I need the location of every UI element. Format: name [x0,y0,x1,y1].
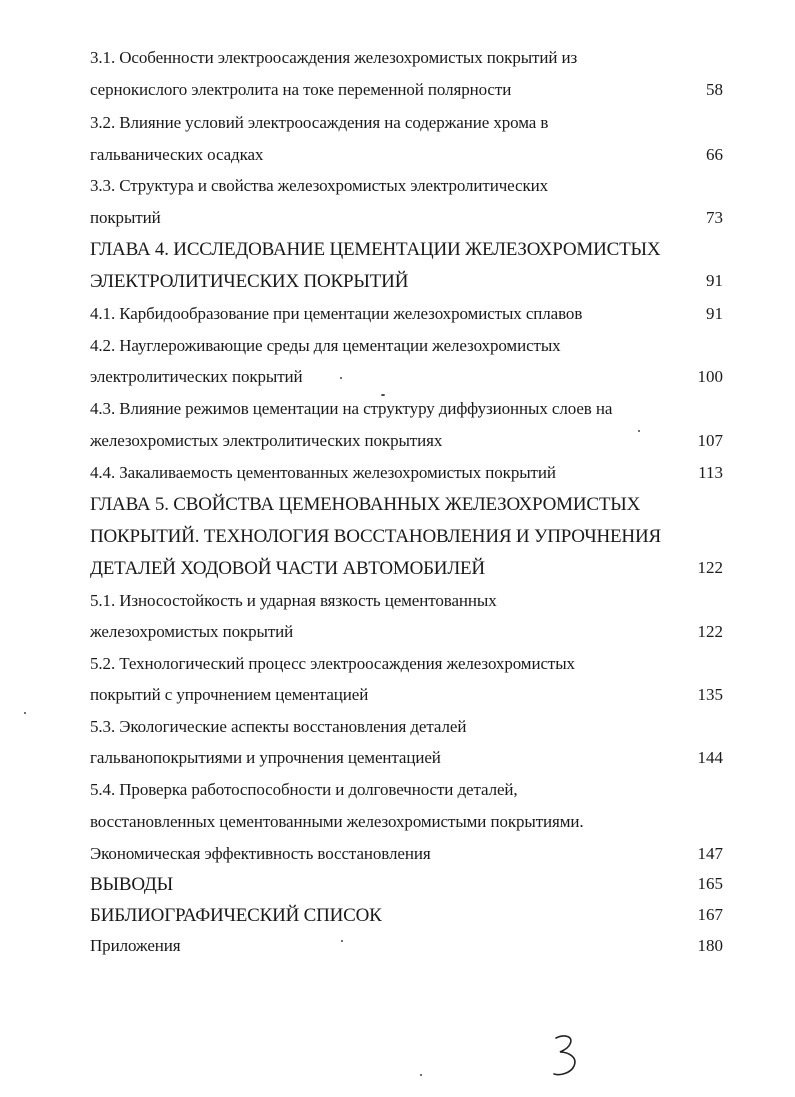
chapter-heading-text: ДЕТАЛЕЙ ХОДОВОЙ ЧАСТИ АВТОМОБИЛЕЙ [90,558,485,579]
toc-line [90,558,723,588]
toc-entry-text: 5.3. Экологические аспекты восстановления деталей [90,717,467,736]
toc-entry-text: железохромистых покрытий [90,622,294,641]
chapter-heading-text: ПОКРЫТИЙ. ТЕХНОЛОГИЯ ВОССТАНОВЛЕНИЯ И УПРОЧНЕНИЯ [90,526,661,547]
toc-line [90,494,723,524]
toc-page-number: 135 [697,685,723,704]
toc-line [90,717,723,747]
toc-entry-text: 5.1. Износостойкость и ударная вязкость цементованных [90,591,497,610]
toc-line [90,463,723,493]
toc-page-number: 147 [697,844,723,863]
toc-line [90,304,723,334]
chapter-heading-text: ВЫВОДЫ [90,874,174,895]
toc-entry-text: 4.4. Закаливаемость цементованных железохромистых покрытий [90,463,556,482]
toc-entry-text: 4.3. Влияние режимов цементации на структуру диффузионных слоев на [90,399,613,418]
toc-line [90,113,723,143]
toc-entry-text: гальванопокрытиями и упрочнения цементацией [90,748,441,767]
toc-line [90,367,723,397]
toc-entry-text: 3.2. Влияние условий электроосаждения на содержание хрома в [90,113,549,132]
chapter-heading-text: ЭЛЕКТРОЛИТИЧЕСКИХ ПОКРЫТИЙ [90,271,409,292]
toc-line [90,80,723,110]
toc-page-number: 122 [697,622,723,641]
toc-line [90,685,723,715]
scan-speck [340,377,342,379]
toc-line [90,399,723,429]
toc-entry-text: гальванических осадках [90,145,264,164]
toc-page-number: 144 [697,748,723,767]
chapter-heading-text: БИБЛИОГРАФИЧЕСКИЙ СПИСОК [90,905,382,926]
toc-line [90,271,723,301]
chapter-heading-text: ГЛАВА 5. СВОЙСТВА ЦЕМЕНОВАННЫХ ЖЕЛЕЗОХРОМИСТЫХ [90,494,641,515]
toc-entry-text: 3.1. Особенности электроосаждения железохромистых покрытий из [90,48,578,67]
scan-speck [341,940,343,942]
toc-entry-text: 4.1. Карбидообразование при цементации железохромистых сплавов [90,304,583,323]
toc-line [90,591,723,621]
toc-page-number: 113 [698,463,723,482]
toc-page-number: 66 [706,145,723,164]
handwritten-page-mark [548,1032,588,1082]
toc-page-number: 100 [697,367,723,386]
toc-entry-text: 4.2. Науглероживающие среды для цементации железохромистых [90,336,561,355]
toc-line [90,208,723,238]
toc-line [90,905,723,935]
toc-line [90,145,723,175]
toc-line [90,654,723,684]
toc-entry-text: Экономическая эффективность восстановления [90,844,431,863]
toc-line [90,844,723,874]
toc-line [90,936,723,966]
toc-line [90,176,723,206]
toc-entry-text: сернокислого электролита на токе переменной полярности [90,80,512,99]
scan-speck [420,1074,422,1076]
toc-page-number: 167 [697,905,723,924]
toc-line [90,812,723,842]
toc-entry-text: покрытий с упрочнением цементацией [90,685,369,704]
toc-line [90,336,723,366]
toc-line [90,431,723,461]
toc-page-number: 165 [697,874,723,893]
toc-line [90,780,723,810]
toc-page-number: 91 [706,271,723,290]
toc-line [90,748,723,778]
toc-line [90,48,723,78]
toc-entry-text: 3.3. Структура и свойства железохромистых электролитических [90,176,549,195]
toc-entry-text: 5.2. Технологический процесс электроосаждения железохромистых [90,654,575,673]
toc-line [90,622,723,652]
toc-entry-text: электролитических покрытий [90,367,303,386]
scan-speck [638,430,640,432]
toc-line [90,239,723,269]
toc-entry-text: 5.4. Проверка работоспособности и долговечности деталей, [90,780,518,799]
toc-entry-text: восстановленных цементованными железохромистыми покрытиями. [90,812,584,831]
toc-line [90,526,723,556]
toc-page-number: 107 [697,431,723,450]
toc-page-number: 58 [706,80,723,99]
toc-entry-text: покрытий [90,208,161,227]
toc-page-number: 73 [706,208,723,227]
toc-line [90,874,723,904]
toc-page-number: 180 [697,936,723,955]
scan-speck [24,712,26,714]
toc-entry-text: Приложения [90,936,181,955]
toc-page-number: 91 [706,304,723,323]
chapter-heading-text: ГЛАВА 4. ИССЛЕДОВАНИЕ ЦЕМЕНТАЦИИ ЖЕЛЕЗОХРОМИСТЫХ [90,239,661,260]
toc-page-number: 122 [697,558,723,577]
toc-entry-text: железохромистых электролитических покрытиях [90,431,443,450]
scan-speck [381,394,385,396]
